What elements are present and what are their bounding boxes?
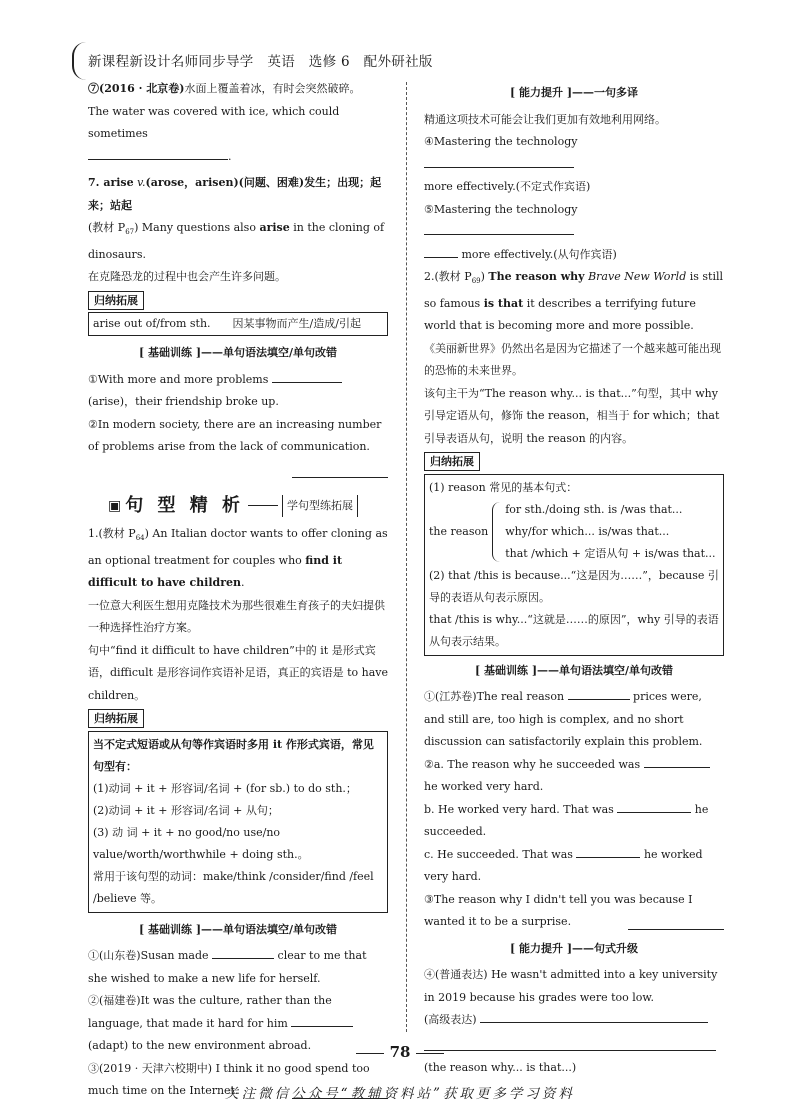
reason-box: (1) reason 常见的基本句式： the reason for sth./doing sth. is /was that... why/for which... is/was that... that /which + 定语从句 + is/was that... (2) that /this is because...“这是因为……”，because 引导的表语从句表示原因。 that /this is why...“这就是……的原因”，why 引导的表语从句表示结果。 <box>424 474 724 656</box>
ability2-q4: ④(普通表达) He wasn't admitted into a key university in 2019 because his grades were too low. <box>424 968 718 1004</box>
section-heading: ▣ 句 型 精 析 学句型练拓展 <box>108 495 388 518</box>
arise-box: arise out of/from sth. 因某事物而产生/造成/引起 <box>88 312 388 336</box>
ability-heading-2: [ 能力提升 ]——句式升级 <box>509 941 639 955</box>
ability1-q4b: more effectively.(不定式作宾语) <box>424 180 591 193</box>
drill3-q3: ③The reason why I didn't tell you was because I wanted it to be a surprise. <box>424 889 724 934</box>
answer-blank[interactable] <box>424 245 458 258</box>
summary-tag: 归纳拓展 <box>424 452 480 471</box>
answer-blank[interactable] <box>291 1014 353 1027</box>
sentence-2: 2.(教材 $P_{69}$) The reason why Brave New World is still so famous is that it describes a terrifying future world that is becoming more and more possible. <box>424 270 724 333</box>
answer-blank[interactable] <box>617 800 691 813</box>
entry-arise: 7. arise v.(arose，arisen)(问题、困难)发生；出现；起来；站起 <box>88 176 382 212</box>
drill2-q3: ③(2019 · 天津六校期中) I think it no good spend too much time on the Internet. <box>88 1058 388 1103</box>
answer-blank[interactable] <box>292 465 388 478</box>
left-column <box>88 78 388 1103</box>
header-bracket <box>72 42 86 80</box>
summary-tag: 归纳拓展 <box>88 291 144 310</box>
summary-tag: 归纳拓展 <box>88 709 144 728</box>
answer-blank[interactable] <box>480 1010 708 1023</box>
ability1-q4: ④Mastering the technology <box>424 131 724 176</box>
right-column <box>424 78 724 1079</box>
drill3-q2a: ②a. The reason why he succeeded was he worked very hard. <box>424 754 724 799</box>
arise-example: (教材 $P_{67}$) Many questions also arise in the cloning of dinosaurs. <box>88 221 385 261</box>
drill1-q1: ①With more and more problems (arise)，their friendship broke up. <box>88 369 388 414</box>
ability1-q5b: more effectively.(从句作宾语) <box>424 244 724 267</box>
item7-prev: ⑦(2016 · 北京卷)水面上覆盖着冰，有时会突然破碎。 <box>88 82 361 95</box>
drill2-q2: ②(福建卷)It was the culture, rather than the language, that made it hard for him (adapt) to the new environment abroad. <box>88 990 388 1058</box>
ability2-adv: (高级表达) <box>424 1009 724 1032</box>
ability-heading-1: [ 能力提升 ]——一句多译 <box>509 86 639 99</box>
answer-blank[interactable] <box>424 222 574 235</box>
drill3-q2b: b. He worked very hard. That was he succeeded. <box>424 799 724 844</box>
brace-icon <box>492 502 501 562</box>
drill-heading-1: [ 基础训练 ]——单句语法填空/单句改错 <box>138 346 338 360</box>
footer-note: 关注微信公众号“教辅资料站”获取更多学习资料 <box>225 1086 575 1102</box>
section-icon: ▣ <box>108 497 122 514</box>
page-header: 新课程新设计名师同步导学 英语 选修 6 配外研社版 <box>88 54 433 70</box>
item7-prev-blank: . <box>88 146 388 169</box>
drill3-q2c: c. He succeeded. That was he worked very hard. <box>424 844 724 889</box>
item7-prev-en: The water was covered with ice, which could sometimes <box>88 104 340 140</box>
answer-blank[interactable] <box>424 155 574 168</box>
sentence-2-explain: 该句主干为“The reason why... is that...”句型，其中 why 引导定语从句，修饰 the reason，相当于 for which；that 引导表语从句，说明 the reason 的内容。 <box>424 386 720 445</box>
sentence-1: 1.(教材 $P_{64}$) An Italian doctor wants to offer cloning as an optional treatment for couples who find it difficult to have children. <box>88 527 388 590</box>
answer-blank[interactable] <box>568 687 630 700</box>
drill3-q1: ①(江苏卷)The real reason prices were, and still are, too high is complex, and no short discussion can satisfactorily explain this problem. <box>424 686 724 754</box>
drill-heading-2: [ 基础训练 ]——单句语法填空/单句改错 <box>138 922 338 936</box>
sentence-1-explain: 句中“find it difficult to have children”中的 it 是形式宾语，difficult 是形容词作宾语补足语，真正的宾语是 to have children。 <box>88 643 388 702</box>
drill1-q2-blank <box>88 459 388 479</box>
answer-blank[interactable] <box>272 370 342 383</box>
answer-blank[interactable] <box>576 845 640 858</box>
ability2-hint: (the reason why... is that...) <box>424 1060 577 1074</box>
drill2-q1: ①(山东卷)Susan made clear to me that she wished to make a new life for herself. <box>88 945 388 990</box>
sentence-1-cn: 一位意大利医生想用克隆技术为那些很难生育孩子的夫妇提供一种选择性治疗方案。 <box>88 598 385 635</box>
answer-blank[interactable] <box>644 755 710 768</box>
answer-blank[interactable] <box>628 917 724 930</box>
column-divider <box>406 82 407 1032</box>
drill-heading-3: [ 基础训练 ]——单句语法填空/单句改错 <box>474 663 674 677</box>
page-number: 78 <box>0 1043 800 1061</box>
arise-cn: 在克隆恐龙的过程中也会产生许多问题。 <box>88 270 286 284</box>
it-object-box: 当不定式短语或从句等作宾语时多用 it 作形式宾语，常见句型有： (1)动词 + it + 形容词/名词 + (for sb.) to do sth.； (2)动词 + it + 形容词/名词 + 从句； (3) 动 词 + it + no good/no use/no value/worth/worthwhile + doing sth.。 常用于该句型的动词：make/think /consider/find /feel /believe 等。 <box>88 731 388 913</box>
ability1-q5: ⑤Mastering the technology <box>424 199 724 244</box>
ability1-cn: 精通这项技术可能会让我们更加有效地利用网络。 <box>424 112 666 126</box>
drill1-q2: ②In modern society, there are an increasing number of problems arise from the lack of communication. <box>88 417 382 454</box>
answer-blank[interactable] <box>88 147 228 160</box>
answer-blank[interactable] <box>212 946 274 959</box>
sentence-2-cn: 《美丽新世界》仍然出名是因为它描述了一个越来越可能出现的恐怖的未来世界。 <box>424 341 721 378</box>
